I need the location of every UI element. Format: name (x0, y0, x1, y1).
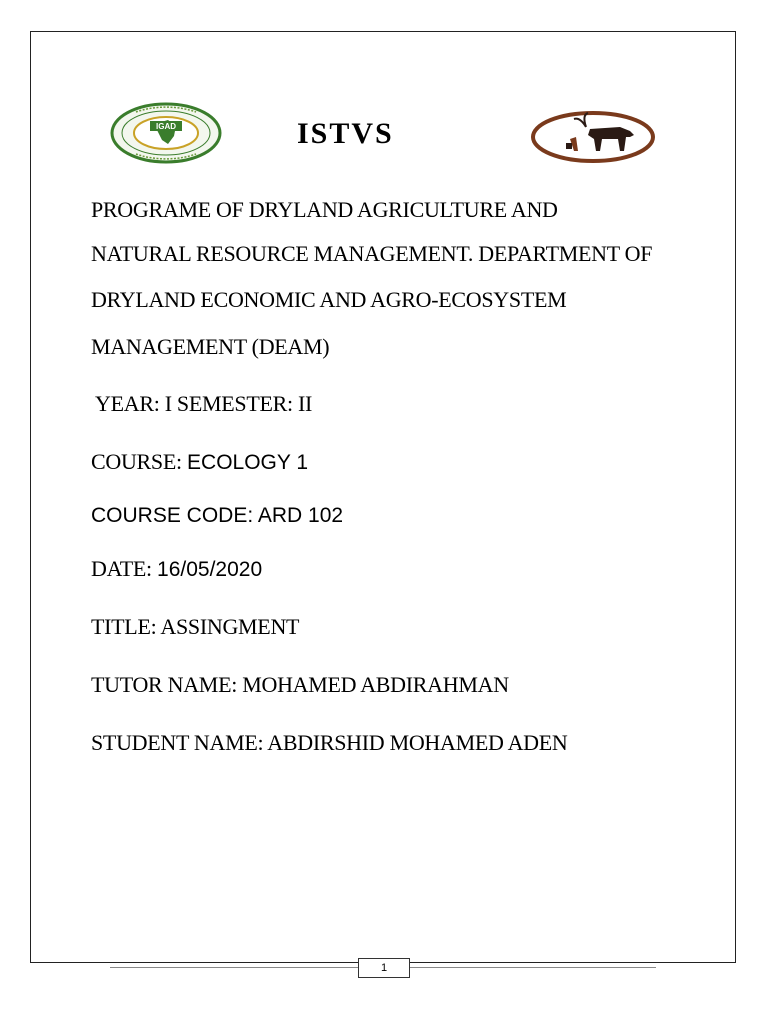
year-semester: YEAR: I SEMESTER: II (95, 391, 313, 416)
course-value: ECOLOGY 1 (187, 451, 309, 474)
programme-line-1: PROGRAME OF DRYLAND AGRICULTURE AND (91, 197, 558, 222)
date-row (91, 555, 262, 584)
istvs-logo: ISTVS (297, 117, 394, 150)
svg-text:IGAD: IGAD (156, 122, 176, 131)
course-code: COURSE CODE: ARD 102 (91, 504, 344, 527)
date-label: DATE: (91, 556, 158, 581)
student-name: STUDENT NAME: ABDIRSHID MOHAMED ADEN (91, 730, 568, 755)
course-row (91, 448, 308, 477)
logo-row (0, 0, 768, 180)
programme-line-3: DRYLAND ECONOMIC AND AGRO-ECOSYSTEM (91, 287, 567, 312)
page-number: 1 (358, 958, 410, 978)
animal-emblem-logo (530, 109, 656, 165)
title-field: TITLE: ASSINGMENT (91, 614, 300, 639)
course-label: COURSE: (91, 449, 188, 474)
igad-logo (110, 102, 222, 164)
programme-line-4: MANAGEMENT (DEAM) (91, 334, 330, 359)
programme-line-2: NATURAL RESOURCE MANAGEMENT. DEPARTMENT OF (91, 241, 653, 266)
tutor-name: TUTOR NAME: MOHAMED ABDIRAHMAN (91, 672, 509, 697)
date-value: 16/05/2020 (157, 558, 263, 581)
